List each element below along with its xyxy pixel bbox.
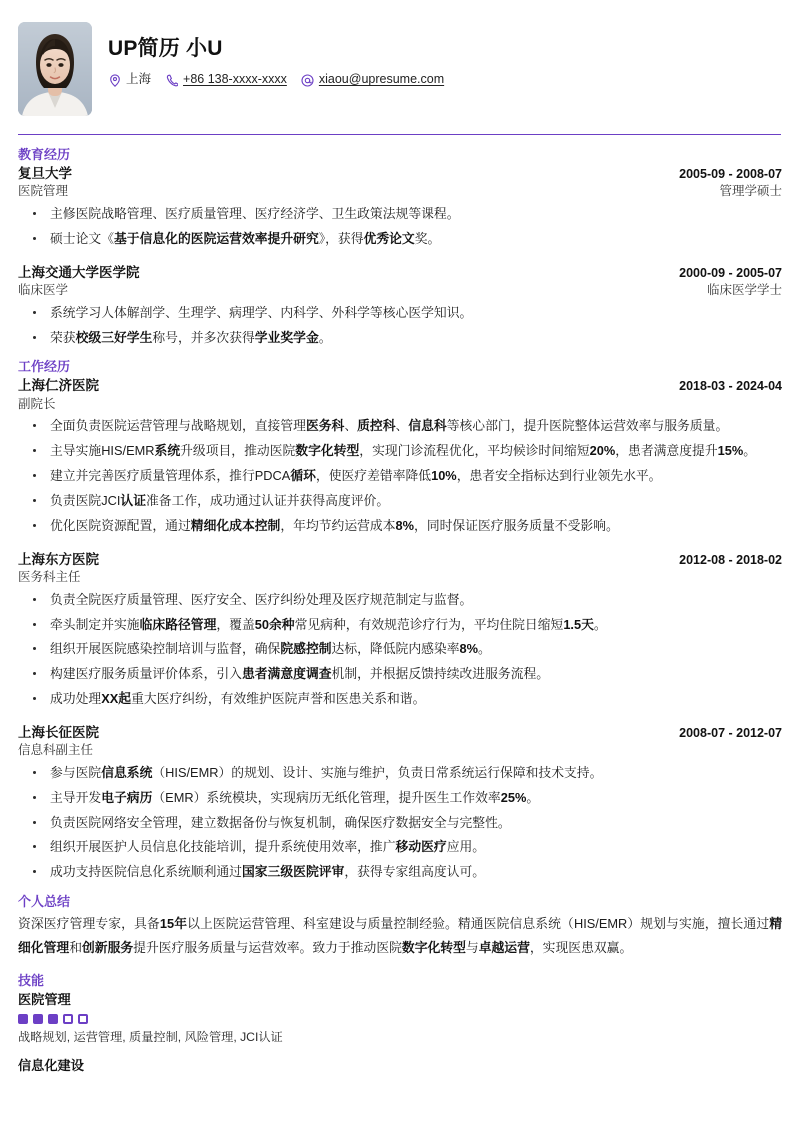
work-entry xyxy=(18,377,782,535)
entry-sub-row xyxy=(18,396,782,413)
entry-header-row xyxy=(18,165,782,183)
work-bullets xyxy=(18,763,782,882)
header-text-block xyxy=(108,22,782,87)
header-divider xyxy=(18,134,781,135)
entry-sub-row xyxy=(18,282,782,299)
skill-dot-filled xyxy=(18,1014,28,1024)
education-entry xyxy=(18,165,782,249)
work-role: 信息科副主任 xyxy=(18,743,94,758)
work-role: 医务科主任 xyxy=(18,569,81,584)
resume-header xyxy=(18,18,782,116)
work-bullets xyxy=(18,416,782,535)
skill-dot-filled xyxy=(33,1014,43,1024)
work-company: 上海东方医院 xyxy=(18,551,99,567)
list-item: 全面负责医院运营管理与战略规划，直接管理医务科、质控科、信息科等核心部门，提升医院整体运营效率与服务质量。 xyxy=(18,416,782,436)
entry-sub-row xyxy=(18,569,782,586)
skill-block xyxy=(18,991,782,1047)
work-role: 副院长 xyxy=(18,396,56,411)
profile-photo xyxy=(18,22,92,116)
list-item: 主修医院战略管理、医疗质量管理、医疗经济学、卫生政策法规等课程。 xyxy=(18,204,782,224)
contact-location xyxy=(108,73,151,87)
education-bullets xyxy=(18,204,782,249)
contact-list xyxy=(108,73,782,87)
list-item: 组织开展医护人员信息化技能培训，提升系统使用效率，推广移动医疗应用。 xyxy=(18,837,782,857)
list-item: 负责全院医疗质量管理、医疗安全、医疗纠纷处理及医疗规范制定与监督。 xyxy=(18,590,782,610)
skill-block xyxy=(18,1057,782,1075)
entry-header-row xyxy=(18,377,782,395)
entry-header-row xyxy=(18,264,782,282)
education-school: 上海交通大学医学院 xyxy=(18,264,140,280)
summary-text: 资深医疗管理专家，具备15年以上医院运营管理、科室建设与质量控制经验。精通医院信息系统（HIS/EMR）规划与实施，擅长通过精细化管理和创新服务提升医疗服务质量与运营效率。致力于推动医院数字化转型与卓越运营，实现医患双赢。 xyxy=(18,916,783,956)
education-major: 医院管理 xyxy=(18,184,69,199)
list-item: 主导开发电子病历（EMR）系统模块，实现病历无纸化管理，提升医生工作效率25%。 xyxy=(18,788,782,808)
section-title-summary: 个人总结 xyxy=(18,894,71,910)
list-item: 系统学习人体解剖学、生理学、病理学、内科学、外科学等核心医学知识。 xyxy=(18,303,782,323)
location-pin-icon xyxy=(108,74,121,87)
work-date: 2008-07 - 2012-07 xyxy=(679,725,782,740)
skill-tags: 战略规划, 运营管理, 质量控制, 风险管理, JCI认证 xyxy=(18,1030,283,1045)
list-item: 构建医疗服务质量评价体系，引入患者满意度调查机制，并根据反馈持续改进服务流程。 xyxy=(18,664,782,684)
skill-dot-filled xyxy=(48,1014,58,1024)
work-entry xyxy=(18,551,782,709)
entry-header-row xyxy=(18,551,782,569)
education-major: 临床医学 xyxy=(18,282,69,297)
list-item: 主导实施HIS/EMR系统升级项目，推动医院数字化转型，实现门诊流程优化，平均候诊时间缩短20%，患者满意度提升15%。 xyxy=(18,441,782,461)
contact-phone-text[interactable]: +86 138-xxxx-xxxx xyxy=(183,72,287,87)
entry-header-row xyxy=(18,724,782,742)
work-company: 上海长征医院 xyxy=(18,724,99,740)
education-school: 复旦大学 xyxy=(18,165,72,181)
section-title-work: 工作经历 xyxy=(18,359,71,375)
contact-email-text[interactable]: xiaou@upresume.com xyxy=(318,72,445,87)
at-email-icon xyxy=(301,74,314,87)
skill-name: 信息化建设 xyxy=(18,1058,84,1074)
section-personal-summary xyxy=(18,895,782,961)
phone-icon xyxy=(165,74,178,87)
contact-location-text: 上海 xyxy=(126,72,152,87)
list-item: 成功支持医院信息化系统顺利通过国家三级医院评审，获得专家组高度认可。 xyxy=(18,862,782,882)
list-item: 负责医院网络安全管理，建立数据备份与恢复机制，确保医疗数据安全与完整性。 xyxy=(18,813,782,833)
education-entry xyxy=(18,264,782,348)
education-degree: 临床医学学士 xyxy=(706,282,782,297)
list-item: 成功处理XX起重大医疗纠纷，有效维护医院声誉和医患关系和谐。 xyxy=(18,689,782,709)
list-item: 硕士论文《基于信息化的医院运营效率提升研究》，获得优秀论文奖。 xyxy=(18,229,782,249)
contact-email[interactable] xyxy=(301,73,444,87)
education-degree: 管理学硕士 xyxy=(719,184,782,199)
list-item: 牵头制定并实施临床路径管理，覆盖50余种常见病种，有效规范诊疗行为，平均住院日缩短1.5天。 xyxy=(18,615,782,635)
work-entry xyxy=(18,724,782,882)
skill-dot-empty xyxy=(63,1014,73,1024)
section-skills xyxy=(18,974,782,1076)
work-date: 2018-03 - 2024-04 xyxy=(679,379,782,394)
education-bullets xyxy=(18,303,782,348)
entry-sub-row xyxy=(18,183,782,200)
entry-sub-row xyxy=(18,742,782,759)
section-work-experience xyxy=(18,360,782,882)
skill-dot-empty xyxy=(78,1014,88,1024)
contact-phone[interactable] xyxy=(165,73,287,87)
list-item: 组织开展医院感染控制培训与监督，确保院感控制达标，降低院内感染率8%。 xyxy=(18,639,782,659)
work-bullets xyxy=(18,590,782,709)
work-company: 上海仁济医院 xyxy=(18,378,99,394)
list-item: 负责医院JCI认证准备工作，成功通过认证并获得高度评价。 xyxy=(18,491,782,511)
section-education xyxy=(18,148,782,347)
list-item: 荣获校级三好学生称号，并多次获得学业奖学金。 xyxy=(18,328,782,348)
list-item: 优化医院资源配置，通过精细化成本控制，年均节约运营成本8%，同时保证医疗服务质量不受影响。 xyxy=(18,516,782,536)
education-date: 2000-09 - 2005-07 xyxy=(679,265,782,280)
skill-name: 医院管理 xyxy=(18,991,71,1007)
list-item: 建立并完善医疗质量管理体系，推行PDCA循环，使医疗差错率降低10%，患者安全指标达到行业领先水平。 xyxy=(18,466,782,486)
education-date: 2005-09 - 2008-07 xyxy=(679,166,782,181)
section-title-education: 教育经历 xyxy=(18,147,71,162)
work-date: 2012-08 - 2018-02 xyxy=(679,552,782,567)
skill-level-rating xyxy=(18,1014,782,1024)
section-title-skills: 技能 xyxy=(18,972,45,988)
list-item: 参与医院信息系统（HIS/EMR）的规划、设计、实施与维护，负责日常系统运行保障和技术支持。 xyxy=(18,763,782,783)
page-title: UP简历 小U xyxy=(108,37,223,60)
